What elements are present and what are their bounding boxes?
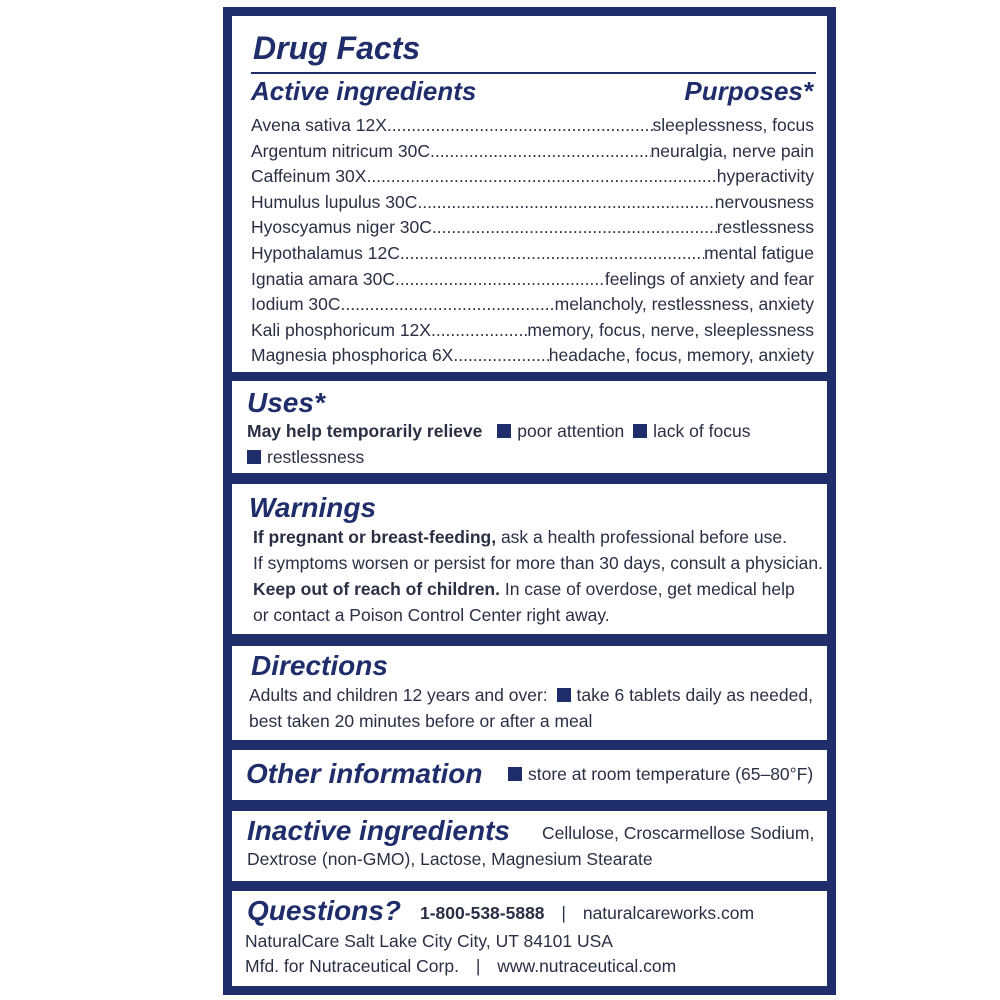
ingredient-row (251, 192, 814, 217)
dot-leader (395, 269, 605, 290)
ingredient-row (251, 166, 814, 191)
pregnant-text: ask a health professional before use. (496, 527, 787, 547)
inactive-ingredients-section (232, 811, 827, 881)
uses-lead: May help temporarily relieve (247, 421, 483, 441)
pregnant-bold: If pregnant or breast-feeding, (253, 527, 497, 547)
bullet-square-icon (497, 424, 511, 438)
dot-leader (453, 345, 548, 366)
warnings-line-3 (253, 579, 795, 600)
warnings-section (232, 484, 827, 634)
ingredient-purpose: mental fatigue (704, 243, 814, 263)
uses-heading: Uses* (247, 387, 325, 418)
website-link: naturalcareworks.com (582, 903, 755, 923)
ingredient-row (251, 243, 814, 268)
uses-item: restlessness (267, 447, 365, 467)
directions-audience: Adults and children 12 years and over: (249, 685, 548, 705)
ingredient-name: Hypothalamus 12C (251, 243, 400, 263)
uses-section (232, 381, 827, 473)
separator: | (561, 903, 566, 923)
ingredient-purpose: headache, focus, memory, anxiety (548, 345, 814, 366)
keep-text: In case of overdose, get medical help (499, 579, 795, 599)
keep-bold: Keep out of reach of children. (253, 579, 500, 599)
dot-leader (417, 192, 714, 213)
purposes-heading: Purposes* (684, 76, 813, 106)
ingredient-purpose: feelings of anxiety and fear (604, 268, 814, 289)
bullet-square-icon (247, 450, 261, 464)
inactive-ingredients-text-2: Dextrose (non-GMO), Lactose, Magnesium Stearate (247, 849, 653, 869)
warnings-line-1 (253, 527, 787, 548)
ingredient-row (251, 294, 814, 319)
website-link-2: www.nutraceutical.com (497, 956, 677, 976)
active-ingredients-heading: Active ingredients (251, 76, 477, 106)
drug-facts-panel (223, 7, 836, 995)
uses-line-1 (247, 421, 750, 442)
dot-leader (400, 243, 704, 264)
ingredient-name: Iodium 30C (251, 294, 341, 315)
separator: | (475, 956, 481, 976)
ingredient-name: Caffeinum 30X (251, 166, 367, 187)
ingredient-row (251, 345, 814, 370)
address-line: NaturalCare Salt Lake City City, UT 84101 USA (245, 931, 613, 951)
uses-item: lack of focus (653, 421, 751, 441)
dot-leader (366, 166, 716, 187)
uses-line-2 (247, 447, 364, 468)
manufacturer: Mfd. for Nutraceutical Corp. (245, 956, 459, 976)
ingredient-purpose: restlessness (716, 217, 814, 238)
bullet-square-icon (508, 767, 522, 781)
directions-dose: take 6 tablets daily as needed, (576, 685, 813, 705)
directions-heading: Directions (251, 650, 388, 681)
ingredient-purpose: melancholy, restlessness, anxiety (554, 294, 814, 315)
title-rule (251, 72, 816, 74)
ingredient-row (251, 269, 814, 294)
warnings-line-4: or contact a Poison Control Center right away. (253, 605, 610, 625)
ingredient-name: Kali phosphoricum 12X (251, 319, 431, 340)
directions-section (232, 646, 827, 740)
dot-leader (430, 141, 651, 162)
ingredient-row (251, 320, 814, 345)
uses-item: poor attention (517, 421, 625, 441)
other-information-section (232, 750, 827, 800)
ingredient-name: Avena sativa 12X (251, 115, 387, 135)
active-ingredients-section (232, 16, 827, 372)
ingredient-purpose: nervousness (714, 191, 814, 212)
ingredient-name: Ignatia amara 30C (251, 268, 395, 289)
warnings-heading: Warnings (249, 492, 377, 523)
questions-heading: Questions? (247, 895, 402, 926)
other-information-text: store at room temperature (65–80°F) (528, 764, 814, 784)
bullet-square-icon (557, 688, 571, 702)
inactive-ingredients-text-1: Cellulose, Croscarmellose Sodium, (542, 823, 815, 843)
questions-line-1 (420, 903, 754, 924)
ingredient-purpose: neuralgia, nerve pain (650, 140, 814, 161)
directions-line-1 (249, 685, 813, 706)
questions-line-3 (245, 956, 676, 977)
ingredient-name: Hyoscyamus niger 30C (251, 217, 432, 238)
inactive-ingredients-heading: Inactive ingredients (247, 815, 510, 846)
phone-number: 1-800-538-5888 (420, 903, 545, 923)
drug-facts-title: Drug Facts (253, 30, 421, 66)
ingredient-name: Argentum nitricum 30C (251, 140, 430, 161)
dot-leader (432, 217, 717, 238)
ingredient-purpose: hyperactivity (716, 166, 814, 187)
other-information-heading: Other information (246, 758, 483, 789)
bullet-square-icon (633, 424, 647, 438)
other-information-line (508, 764, 813, 785)
warnings-line-2: If symptoms worsen or persist for more than 30 days, consult a physician. (253, 553, 823, 573)
ingredient-name: Humulus lupulus 30C (251, 191, 418, 212)
ingredient-row (251, 141, 814, 166)
dot-leader (341, 294, 555, 315)
dot-leader (387, 115, 653, 136)
dot-leader (431, 320, 527, 341)
directions-line-2: best taken 20 minutes before or after a meal (249, 711, 593, 731)
questions-section (232, 891, 827, 986)
ingredient-name: Magnesia phosphorica 6X (251, 345, 454, 366)
ingredient-row (251, 115, 814, 140)
ingredient-purpose: memory, focus, nerve, sleeplessness (527, 319, 814, 340)
ingredient-row (251, 217, 814, 242)
ingredient-purpose: sleeplessness, focus (652, 115, 814, 135)
